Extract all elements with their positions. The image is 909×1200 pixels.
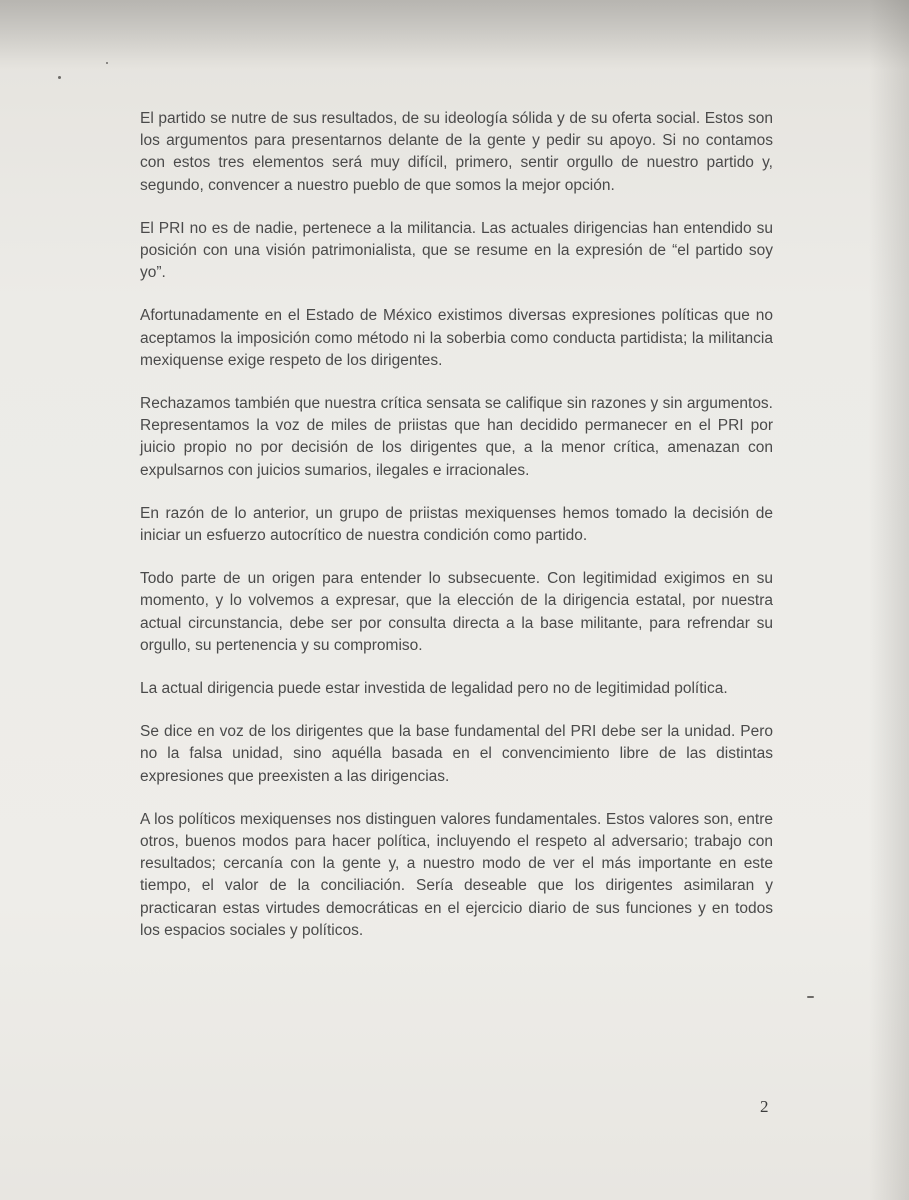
paragraph: El partido se nutre de sus resultados, de su ideología sólida y de su oferta social. Estos son los argumentos para presentarnos delante de la gente y pedir su apoyo. Si no contamos con estos tres elementos será muy difícil, primero, sentir orgullo de nuestro partido y, segundo, convencer a nuestro pueblo de que somos la mejor opción.	[140, 110, 773, 194]
paragraph: Todo parte de un origen para entender lo subsecuente. Con legitimidad exigimos en su momento, y lo volvemos a expresar, que la elección de la dirigencia estatal, por nuestra actual circunstancia, debe ser por consulta directa a la base militante, para refrendar su orgullo, su pertenencia y su compromiso.	[140, 570, 773, 654]
paragraph: En razón de lo anterior, un grupo de priistas mexiquenses hemos tomado la decisión de iniciar un esfuerzo autocrítico de nuestra condición como partido.	[140, 504, 773, 545]
paragraph: Rechazamos también que nuestra crítica sensata se califique sin razones y sin argumentos. Representamos la voz de miles de priistas que han decidido permanecer en el PRI por juicio propio no por decisión de los dirigentes que, a la menor crítica, amenazan con expulsarnos con juicios sumarios, ilegales e irracionales.	[140, 395, 773, 479]
paragraph: La actual dirigencia puede estar investida de legalidad pero no de legitimidad política.	[140, 680, 728, 698]
paragraph: Afortunadamente en el Estado de México existimos diversas expresiones políticas que no aceptamos la imposición como método ni la soberbia como conducta partidista; la militancia mexiquense exige respeto de los dirigentes.	[140, 307, 773, 369]
paragraph: El PRI no es de nadie, pertenece a la militancia. Las actuales dirigencias han entendido su posición con una visión patrimonialista, que se resume en la expresión de “el partido soy yo”.	[140, 219, 773, 282]
body-text	[140, 108, 773, 963]
paper-speck	[58, 76, 61, 79]
paper-speck	[106, 62, 108, 64]
paper-speck	[807, 996, 814, 998]
paragraph: Se dice en voz de los dirigentes que la base fundamental del PRI debe ser la unidad. Pero no la falsa unidad, sino aquélla basada en el convencimiento libre de las distintas expresiones que preexisten a las dirigencias.	[140, 723, 773, 785]
page-number: 2	[760, 1097, 769, 1116]
paragraph: A los políticos mexiquenses nos distinguen valores fundamentales. Estos valores son, entre otros, buenos modos para hacer política, incluyendo el respeto al adversario; trabajo con resultados; cercanía con la gente y, a nuestro modo de ver el más importante en este tiempo, el valor de la conciliación. Sería deseable que los dirigentes asimilaran y practicaran estas virtudes democráticas en el ejercicio diario de sus funciones y en todos los espacios sociales y políticos.	[140, 810, 773, 939]
